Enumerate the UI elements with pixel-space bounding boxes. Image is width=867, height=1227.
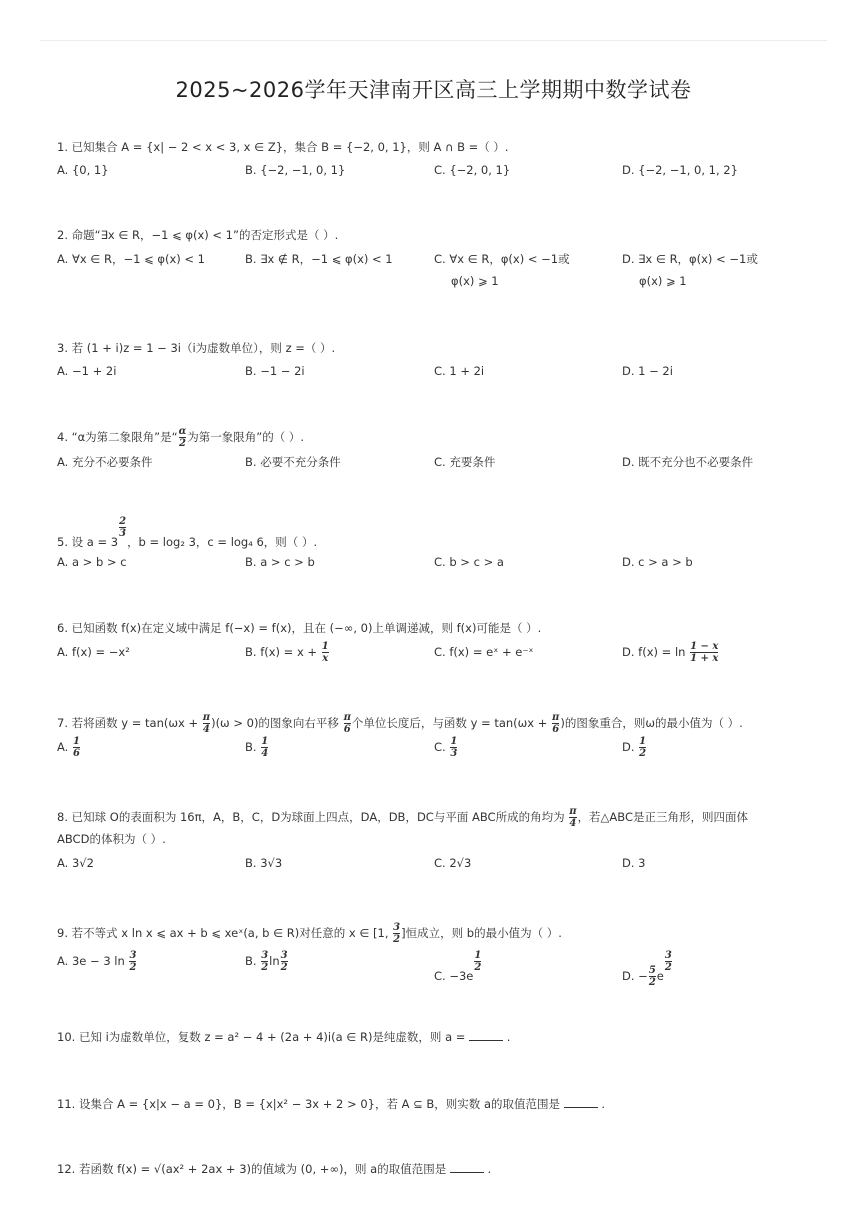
question-4-option-a[interactable]: A. 充分不必要条件	[57, 455, 153, 469]
fraction-denominator: 1 + x	[690, 653, 719, 664]
stem-part: 10. 已知 i为虚数单位，复数 z = a² − 4 + (2a + 4)i(a ∈ R)是纯虚数，则 a =	[57, 1030, 466, 1044]
question-1-stem: 1. 已知集合 A = {x| − 2 < x < 3, x ∈ Z}，集合 B = {−2, 0, 1}，则 A ∩ B =（ ）.	[57, 140, 509, 154]
question-3-option-c[interactable]: C. 1 + 2i	[434, 364, 485, 378]
fraction-denominator: 2	[261, 962, 269, 973]
stem-part: .	[487, 1162, 492, 1176]
fraction-numerator: 5	[648, 965, 656, 976]
question-6-option-a[interactable]: A. f(x) = −x²	[57, 645, 130, 659]
option-base: e	[656, 969, 664, 983]
question-4-option-c[interactable]: C. 充要条件	[434, 455, 496, 469]
option-fraction	[649, 965, 656, 988]
option-exponent	[665, 950, 672, 973]
option-letter: C.	[434, 740, 446, 754]
option-letter: D.	[622, 740, 635, 754]
stem-part: 11. 设集合 A = {x|x − a = 0}，B = {x|x² − 3x + 2 > 0}，若 A ⊆ B，则实数 a的取值范围是	[57, 1097, 561, 1111]
question-2-option-b[interactable]: B. ∃x ∉ R，−1 ⩽ φ(x) < 1	[245, 252, 393, 266]
question-4-option-d[interactable]: D. 既不充分也不必要条件	[622, 455, 754, 469]
header-divider	[40, 40, 827, 41]
question-6-option-b[interactable]	[245, 641, 330, 664]
fraction-denominator: 4	[261, 748, 269, 759]
option-fraction	[73, 736, 80, 759]
question-5-stem-pre: 5. 设 a = 3	[57, 535, 119, 549]
question-3-option-d[interactable]: D. 1 − 2i	[622, 364, 673, 378]
fraction-denominator: 6	[552, 724, 560, 735]
question-2-option-c[interactable]: C. ∀x ∈ R，φ(x) < −1或	[434, 252, 570, 266]
fraction-denominator: 2	[129, 962, 137, 973]
fraction-numerator: 3	[129, 950, 137, 961]
stem-part: 9. 若不等式 x ln x ⩽ ax + b ⩽ xeˣ(a, b ∈ R)对任意的 x ∈ [1,	[57, 926, 393, 940]
option-text: ln	[269, 954, 280, 968]
question-2-option-d[interactable]: D. ∃x ∈ R，φ(x) < −1或	[622, 252, 758, 266]
fraction-numerator: 3	[393, 922, 401, 933]
option-letter: A.	[57, 740, 69, 754]
option-d-fraction	[690, 641, 718, 664]
question-7-option-a[interactable]	[57, 736, 81, 759]
stem-part: .	[506, 1030, 511, 1044]
fraction-denominator: 2	[178, 438, 186, 449]
option-b-fraction	[322, 641, 329, 664]
stem-part: 12. 若函数 f(x) = √(ax² + 2ax + 3)的值域为 (0, +∞)，则 a的取值范围是	[57, 1162, 447, 1176]
fraction-denominator: 2	[664, 962, 672, 973]
fraction-denominator: 6	[72, 748, 80, 759]
question-4-stem	[57, 426, 304, 449]
answer-blank[interactable]	[564, 1107, 598, 1108]
fraction-numerator: 3	[261, 950, 269, 961]
fraction-numerator: π	[552, 712, 560, 723]
question-9-option-c[interactable]	[434, 950, 482, 987]
question-3-stem: 3. 若 (1 + i)z = 1 − 3i（i为虚数单位），则 z =（ ）.	[57, 341, 336, 355]
question-5-exponent	[119, 516, 126, 539]
stem-part: ]恒成立，则 b的最小值为（ ）.	[401, 926, 562, 940]
question-2-stem: 2. 命题“∃x ∈ R，−1 ⩽ φ(x) < 1”的否定形式是（ ）.	[57, 228, 339, 242]
fraction-numerator: 1	[72, 736, 80, 747]
question-1-option-d[interactable]: D. {−2, −1, 0, 1, 2}	[622, 163, 738, 177]
stem-fraction	[569, 806, 576, 829]
question-8-option-a[interactable]: A. 3√2	[57, 856, 94, 870]
fraction-denominator: 6	[343, 724, 351, 735]
question-8-stem	[57, 806, 748, 829]
question-4-stem-pre: 4. “α为第二象限角”是“	[57, 430, 178, 444]
option-text: D.	[622, 969, 639, 983]
stem-part: ，若△ABC是正三角形，则四面体	[577, 810, 748, 824]
question-4-option-b[interactable]: B. 必要不充分条件	[245, 455, 341, 469]
question-5-option-a[interactable]: A. a > b > c	[57, 555, 127, 569]
option-text: B. f(x) = x +	[245, 645, 321, 659]
option-sign: −	[638, 969, 648, 983]
question-9-option-b[interactable]	[245, 950, 289, 973]
question-5-stem-post: ，b = log₂ 3，c = log₄ 6，则（ ）.	[127, 535, 318, 549]
stem-part: )(ω > 0)的图象向右平移	[211, 716, 343, 730]
question-6-option-c[interactable]: C. f(x) = eˣ + e⁻ˣ	[434, 645, 534, 659]
stem-part: 7. 若将函数 y = tan(ωx +	[57, 716, 202, 730]
question-7-option-b[interactable]	[245, 736, 269, 759]
question-8-option-b[interactable]: B. 3√3	[245, 856, 283, 870]
option-text: D. f(x) = ln	[622, 645, 690, 659]
fraction-denominator: 2	[474, 962, 482, 973]
fraction-numerator: 1	[450, 736, 458, 747]
question-5-stem	[57, 516, 317, 550]
question-4-stem-post: 为第一象限角”的（ ）.	[187, 430, 305, 444]
question-8-stem-line2: ABCD的体积为（ ）.	[57, 832, 166, 846]
fraction-numerator: 1	[639, 736, 647, 747]
fraction-numerator: π	[202, 712, 211, 723]
fraction-denominator: x	[322, 653, 329, 664]
stem-fraction	[552, 712, 559, 735]
fraction-numerator: π	[343, 712, 351, 723]
fraction-denominator: 3	[119, 528, 127, 539]
option-fraction	[281, 950, 288, 973]
question-3-option-a[interactable]: A. −1 + 2i	[57, 364, 117, 378]
question-3-option-b[interactable]: B. −1 − 2i	[245, 364, 305, 378]
question-7-stem	[57, 712, 743, 735]
fraction-numerator: 3	[664, 950, 672, 961]
option-text: A. 3e − 3 ln	[57, 954, 129, 968]
stem-fraction	[203, 712, 210, 735]
question-8-option-d[interactable]: D. 3	[622, 856, 646, 870]
stem-part: 8. 已知球 O的表面积为 16π，A，B，C，D为球面上四点，DA，DB，DC与平面 ABC所成的角均为	[57, 810, 569, 824]
fraction-denominator: 4	[202, 724, 210, 735]
question-9-option-a[interactable]	[57, 950, 137, 973]
stem-part: 个单位长度后，与函数 y = tan(ωx +	[351, 716, 552, 730]
option-letter: B.	[245, 740, 257, 754]
page-title: 2025~2026学年天津南开区高三上学期期中数学试卷	[175, 78, 692, 102]
fraction-numerator: 1 − x	[690, 641, 719, 652]
fraction-numerator: α	[178, 426, 187, 437]
question-10-stem	[57, 1029, 510, 1045]
question-1-option-b[interactable]: B. {−2, −1, 0, 1}	[245, 163, 346, 177]
question-7-option-d[interactable]	[622, 736, 647, 759]
stem-fraction	[393, 922, 400, 945]
question-6-option-d[interactable]	[622, 641, 719, 664]
option-fraction	[129, 950, 136, 973]
question-9-option-d[interactable]	[622, 950, 673, 988]
stem-part: )的图象重合，则ω的最小值为（ ）.	[560, 716, 743, 730]
option-text: C.	[434, 969, 450, 983]
question-11-stem	[57, 1096, 605, 1112]
fraction-numerator: 1	[261, 736, 269, 747]
question-5-option-b[interactable]: B. a > c > b	[245, 555, 315, 569]
option-base: −3e	[449, 969, 474, 983]
fraction-denominator: 3	[450, 748, 458, 759]
question-1-option-a[interactable]: A. {0, 1}	[57, 163, 109, 177]
question-12-stem	[57, 1161, 491, 1177]
stem-fraction	[344, 712, 351, 735]
fraction-denominator: 2	[648, 977, 656, 988]
option-fraction	[450, 736, 457, 759]
question-4-fraction	[179, 426, 187, 449]
question-2-option-a[interactable]: A. ∀x ∈ R，−1 ⩽ φ(x) < 1	[57, 252, 205, 266]
question-2-option-d-line2: φ(x) ⩾ 1	[639, 274, 687, 288]
question-7-option-c[interactable]	[434, 736, 458, 759]
fraction-numerator: 3	[280, 950, 288, 961]
fraction-numerator: 2	[119, 516, 127, 527]
question-1-option-c[interactable]: C. {−2, 0, 1}	[434, 163, 511, 177]
fraction-numerator: 1	[474, 950, 482, 961]
stem-part: .	[601, 1097, 605, 1111]
option-fraction	[261, 736, 268, 759]
fraction-denominator: 4	[569, 818, 577, 829]
fraction-denominator: 2	[639, 748, 647, 759]
option-fraction	[639, 736, 646, 759]
fraction-numerator: 1	[321, 641, 329, 652]
question-8-option-c[interactable]: C. 2√3	[434, 856, 472, 870]
fraction-numerator: π	[569, 806, 577, 817]
answer-blank[interactable]	[469, 1040, 503, 1041]
question-5-option-d[interactable]: D. c > a > b	[622, 555, 693, 569]
fraction-denominator: 2	[280, 962, 288, 973]
question-6-stem: 6. 已知函数 f(x)在定义域中满足 f(−x) = f(x)，且在 (−∞, 0)上单调递减，则 f(x)可能是（ ）.	[57, 621, 542, 635]
fraction-denominator: 2	[393, 934, 401, 945]
question-5-option-c[interactable]: C. b > c > a	[434, 555, 504, 569]
option-exponent	[474, 950, 481, 973]
answer-blank[interactable]	[450, 1172, 484, 1173]
option-fraction	[261, 950, 268, 973]
question-9-stem	[57, 922, 562, 945]
question-2-option-c-line2: φ(x) ⩾ 1	[451, 274, 499, 288]
option-text: B.	[245, 954, 261, 968]
